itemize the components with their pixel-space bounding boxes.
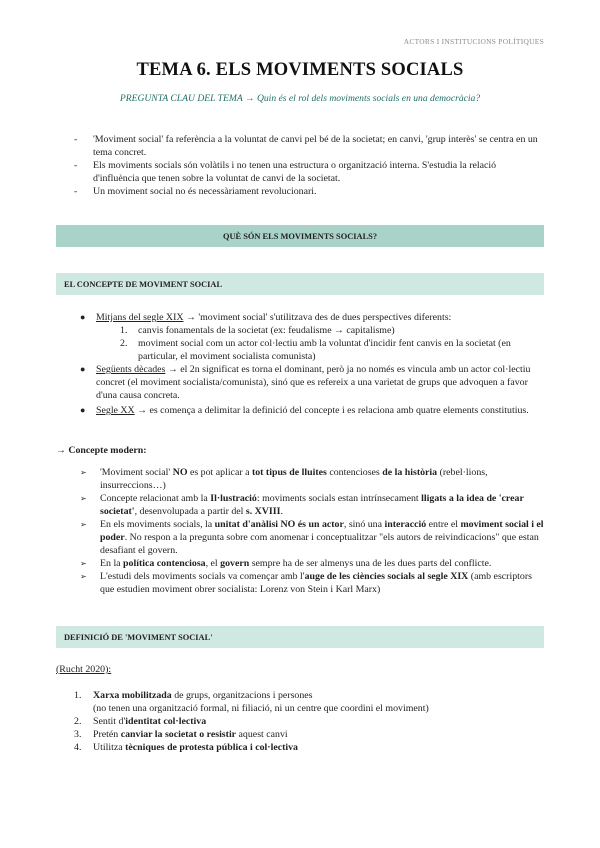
concept-term: Següents dècades [96,364,166,375]
concept-term: Segle XX [96,405,135,416]
arrowhead-icon: ➢ [80,520,87,529]
bullet-icon: ● [80,364,86,374]
section-band-definition: DEFINICIÓ DE 'MOVIMENT SOCIAL' [56,626,544,648]
concept-bullet: ● Mitjans del segle XIX → 'moviment social' s'utilitzava des de dues perspectives diferents: 1. canvis fonamentals de la societat (ex: feudalisme → capitalisme) 2. moviment social com un actor col·lectiu amb la voluntat d'incidir fent canvis en la societat (en particular, el moviment socialista comunista) [70,311,544,363]
definition-item: 3. Pretén canviar la societat o resistir aquest canvi [74,729,288,740]
modern-item: ➢ L'estudi dels moviments socials va començar amb l'auge de les ciències socials al segle XIX (amb escriptors que estudien moviment obrer socialista: Lorenz von Stein i Karl Marx) [80,571,532,595]
bullet-icon: ● [80,312,86,322]
modern-list [70,466,544,596]
intro-item: - 'Moviment social' fa referència a la voluntat de canvi pel bé de la societat; en canvi, 'grup interès' se centra en un tema concret. [74,133,544,159]
definition-source: (Rucht 2020): [56,664,112,675]
page-title: TEMA 6. ELS MOVIMENTS SOCIALS [136,60,464,80]
arrowhead-icon: ➢ [80,572,87,581]
modern-item: ➢ 'Moviment social' NO es pot aplicar a tot tipus de lluites contencioses de la història (rebel·lions, insurreccions…) [80,467,488,491]
concept-bullet: ● Segle XX → es comença a delimitar la definició del concepte i es relaciona amb quatre elements constitutius. [80,405,529,416]
modern-item: ➢ Concepte relacionat amb la Il·lustració: moviments socials estan intrínsecament lligats a la idea de 'crear societat', desenvolupada a partir del s. XVIII. [80,493,524,517]
concept-list [70,311,544,417]
arrowhead-icon: ➢ [80,468,87,477]
running-header: ACTORS I INSTITUCIONS POLÍTIQUES [403,37,544,46]
intro-item: - Els moviments socials són volàtils i no tenen una estructura o organització interna. S'estudia la relació d'influència que tenen sobre la voluntat de canvi de la societat. [74,159,544,185]
section-band-concept: EL CONCEPTE DE MOVIMENT SOCIAL [56,273,544,295]
definition-item: 1. Xarxa mobilitzada de grups, organitzacions i persones (no tenen una organització formal, ni filiació, ni un centre que coordini el moviment) [74,689,544,715]
sub-item: 1. canvis fonamentals de la societat (ex: feudalisme → capitalisme) [120,325,395,336]
arrowhead-icon: ➢ [80,494,87,503]
modern-item: ➢ En els moviments socials, la unitat d'anàlisi NO és un actor, sinó una interacció entre el moviment social i el poder. No respon a la pregunta sobre com anomenar i conceptualitzar "els autors de reivindicacions" que estan desafiant el govern. [80,519,544,556]
concept-term: Mitjans del segle XIX [96,312,184,323]
key-question: PREGUNTA CLAU DEL TEMA → Quin és el rol dels moviments socials en una democràcia? [119,93,481,104]
intro-list [74,133,544,198]
modern-heading: → Concepte modern: [56,445,147,456]
bullet-icon: ● [80,405,86,415]
definition-item: 4. Utilitza tècniques de protesta pública i col·lectiva [74,742,298,753]
sub-item: 2. moviment social com un actor col·lectiu amb la voluntat d'incidir fent canvis en la societat (en particular, el moviment socialista comunista) [120,338,511,362]
section-band-what-are: QUÈ SÓN ELS MOVIMENTS SOCIALS? [56,225,544,247]
definition-item: 2. Sentit d'identitat col·lectiva [74,716,207,727]
concept-bullet: ● Següents dècades → el 2n significat es torna el dominant, però ja no només es vincula amb un actor col·lectiu concret (el moviment socialista/comunista), sinó que es refereix a una varietat de grups que advoquen a favor d'una causa concreta. [80,364,531,401]
modern-item: ➢ En la política contenciosa, el govern sempre ha de ser almenys una de les dues parts del conflicte. [80,558,492,569]
definition-note: (no tenen una organització formal, ni filiació, ni un centre que coordini el moviment) [93,703,429,714]
arrowhead-icon: ➢ [80,559,87,568]
intro-item: - Un moviment social no és necessàriament revolucionari. [74,185,544,198]
definition-list [74,689,544,754]
